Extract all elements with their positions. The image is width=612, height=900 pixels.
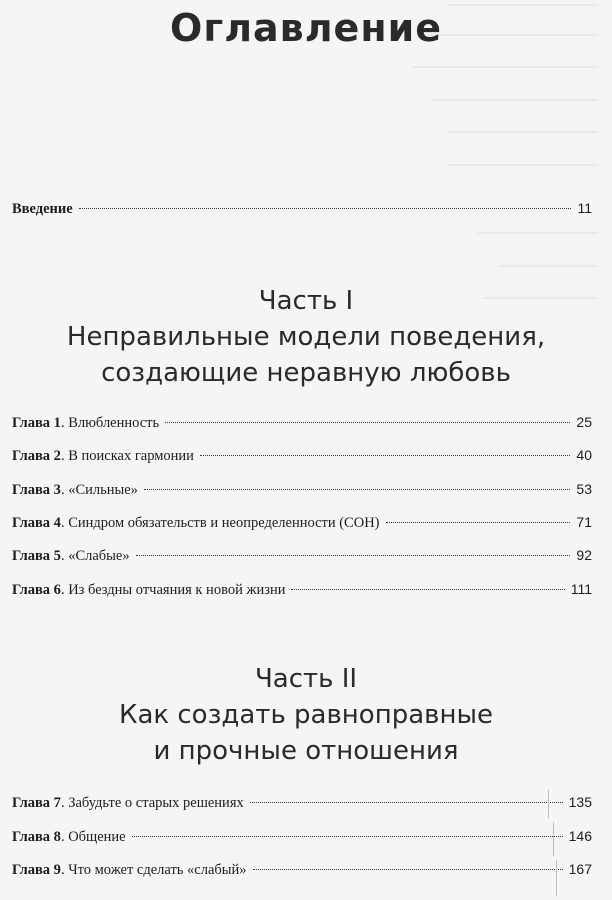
chapter-label: Глава 4 (12, 515, 61, 531)
dot-leader (144, 489, 571, 490)
toc-entry-chapter-1[interactable] (12, 414, 592, 432)
chapter-title: . Из бездны отчаяния к новой жизни (60, 582, 286, 598)
chapter-title: . Синдром обязательств и неопределенности (СОН) (60, 515, 380, 531)
dot-leader (200, 455, 570, 456)
dot-leader (132, 836, 563, 837)
chapter-title: . «Слабые» (60, 548, 130, 564)
chapter-label: Глава 8 (12, 829, 61, 845)
part-heading (0, 283, 612, 391)
chapter-label: Глава 9 (12, 862, 61, 878)
part-subtitle-line: Неправильные модели поведения, (66, 322, 546, 352)
toc-page-number: 167 (568, 861, 592, 877)
toc-entry-chapter-4[interactable] (12, 514, 592, 532)
chapter-title: . В поисках гармонии (60, 448, 194, 464)
toc-page-number: 135 (568, 794, 592, 810)
toc-page-number: 92 (576, 547, 592, 563)
toc-page-number: 40 (576, 447, 592, 463)
toc-page-number: 111 (570, 581, 592, 597)
dot-leader (79, 208, 572, 209)
toc-entry-chapter-6[interactable] (12, 581, 592, 599)
chapter-title: . «Сильные» (60, 482, 138, 498)
page-edge-mark (556, 860, 557, 896)
dot-leader (250, 802, 563, 803)
part-heading (0, 661, 612, 769)
chapter-title: . Что может сделать «слабый» (60, 862, 247, 878)
page-title: Оглавление (170, 6, 442, 50)
chapter-title: . Влюбленность (60, 415, 160, 431)
toc-page-number: 71 (576, 514, 592, 530)
part-subtitle-line: создающие неравную любовь (101, 358, 511, 388)
chapter-title: . Общение (60, 829, 126, 845)
toc-entry-chapter-8[interactable] (12, 828, 592, 846)
page-edge-mark (553, 822, 554, 856)
dot-leader (136, 555, 571, 556)
chapter-label: Глава 6 (12, 582, 61, 598)
chapter-label: Глава 3 (12, 482, 61, 498)
dot-leader (291, 589, 564, 590)
toc-entry-chapter-5[interactable] (12, 547, 592, 565)
toc-entry-chapter-7[interactable] (12, 794, 592, 812)
dot-leader (165, 422, 570, 423)
toc-page-number: 25 (576, 414, 592, 430)
part-subtitle-line: Как создать равноправные (119, 700, 493, 730)
chapter-label: Глава 7 (12, 795, 61, 811)
toc-entry-chapter-3[interactable] (12, 481, 592, 499)
chapter-label: Глава 2 (12, 448, 61, 464)
toc-page-number: 53 (576, 481, 592, 497)
chapter-label: Глава 5 (12, 548, 61, 564)
toc-entry-intro[interactable] (12, 200, 592, 218)
toc-entry-chapter-2[interactable] (12, 447, 592, 465)
dot-leader (253, 869, 563, 870)
toc-entry-chapter-9[interactable] (12, 861, 592, 879)
chapter-title: . Забудьте о старых решениях (60, 795, 244, 811)
toc-page-number: 11 (577, 200, 592, 216)
part-title: Часть I (258, 286, 354, 316)
toc-intro-label: Введение (12, 201, 73, 217)
chapter-label: Глава 1 (12, 415, 61, 431)
part-title: Часть II (254, 664, 358, 694)
dot-leader (386, 522, 571, 523)
toc-page-number: 146 (568, 828, 592, 844)
page-edge-mark (548, 790, 549, 818)
part-subtitle-line: и прочные отношения (153, 736, 459, 766)
